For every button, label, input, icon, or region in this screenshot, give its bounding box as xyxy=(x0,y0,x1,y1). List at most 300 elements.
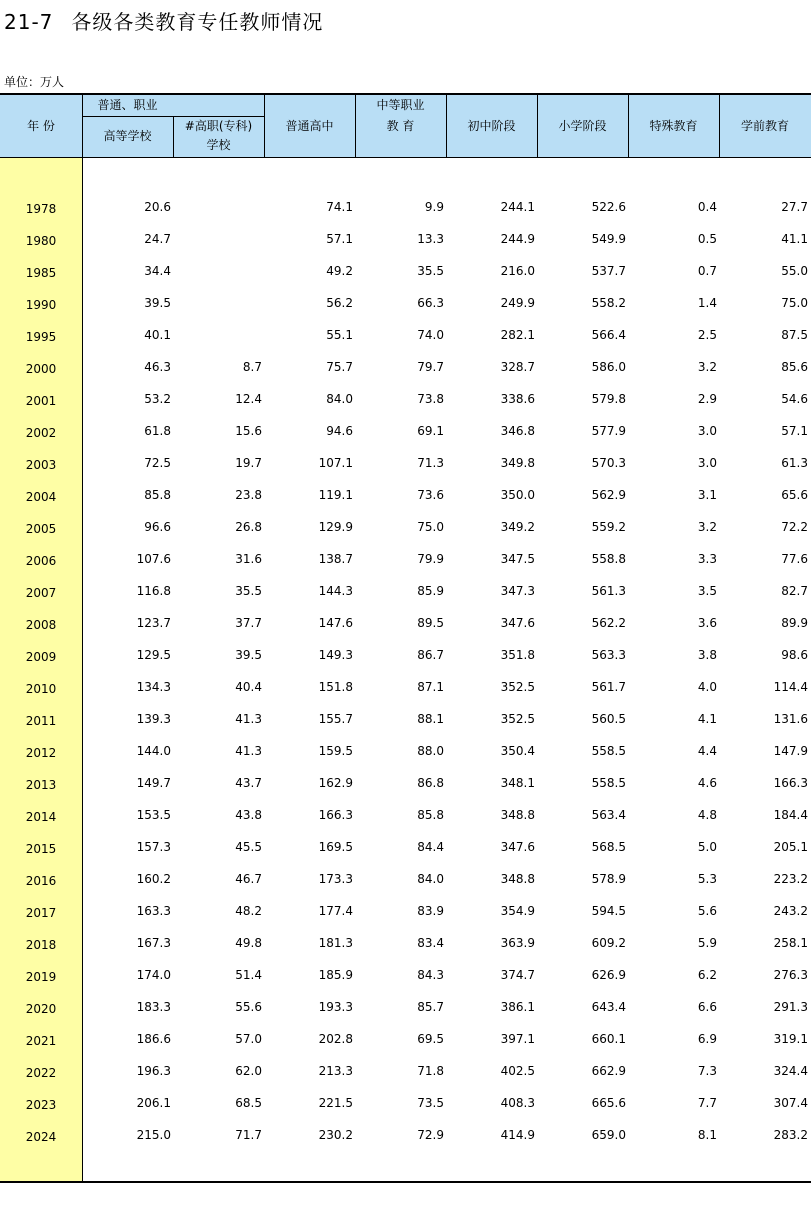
preschool-value: 243.2 xyxy=(773,904,808,918)
secondary-voc-value: 87.1 xyxy=(417,680,444,694)
table-row xyxy=(0,229,811,249)
header-special: 特殊教育 xyxy=(649,119,698,133)
primary-value: 559.2 xyxy=(591,520,626,534)
table-row xyxy=(0,709,811,729)
junior-value: 402.5 xyxy=(500,1064,535,1078)
higher-voc-value: 45.5 xyxy=(235,840,262,854)
junior-value: 348.1 xyxy=(500,776,535,790)
primary-value: 558.8 xyxy=(591,552,626,566)
junior-value: 363.9 xyxy=(500,936,535,950)
header-senior-high: 普通高中 xyxy=(285,119,334,133)
secondary-voc-value: 74.0 xyxy=(417,328,444,342)
secondary-voc-value: 73.8 xyxy=(417,392,444,406)
table-row xyxy=(0,805,811,825)
higher-value: 160.2 xyxy=(136,872,171,886)
table-row xyxy=(0,741,811,761)
preschool-value: 258.1 xyxy=(773,936,808,950)
special-value: 3.1 xyxy=(697,488,717,502)
senior-high-value: 181.3 xyxy=(318,936,353,950)
table-header xyxy=(0,95,811,158)
primary-value: 562.2 xyxy=(591,616,626,630)
secondary-voc-value: 85.8 xyxy=(417,808,444,822)
senior-high-value: 138.7 xyxy=(318,552,353,566)
preschool-value: 54.6 xyxy=(781,392,808,406)
junior-value: 346.8 xyxy=(500,424,535,438)
table-row xyxy=(0,645,811,665)
year-cell: 2013 xyxy=(25,778,57,792)
junior-value: 348.8 xyxy=(500,872,535,886)
senior-high-value: 94.6 xyxy=(326,424,353,438)
secondary-voc-value: 66.3 xyxy=(417,296,444,310)
preschool-value: 205.1 xyxy=(773,840,808,854)
special-value: 5.3 xyxy=(697,872,717,886)
special-value: 0.7 xyxy=(697,264,717,278)
preschool-value: 61.3 xyxy=(781,456,808,470)
special-value: 6.6 xyxy=(697,1000,717,1014)
table-row xyxy=(0,837,811,857)
junior-value: 216.0 xyxy=(500,264,535,278)
secondary-voc-value: 84.3 xyxy=(417,968,444,982)
special-value: 6.9 xyxy=(697,1032,717,1046)
table-row xyxy=(0,933,811,953)
secondary-voc-value: 69.5 xyxy=(417,1032,444,1046)
primary-value: 578.9 xyxy=(591,872,626,886)
table-row xyxy=(0,1125,811,1145)
special-value: 8.1 xyxy=(697,1128,717,1142)
senior-high-value: 147.6 xyxy=(318,616,353,630)
table-row xyxy=(0,997,811,1017)
higher-value: 40.1 xyxy=(144,328,171,342)
year-cell: 2007 xyxy=(25,586,57,600)
preschool-value: 324.4 xyxy=(773,1064,808,1078)
primary-value: 586.0 xyxy=(591,360,626,374)
table-number: 21-7 xyxy=(4,10,54,34)
secondary-voc-value: 86.8 xyxy=(417,776,444,790)
secondary-voc-value: 69.1 xyxy=(417,424,444,438)
table-row xyxy=(0,773,811,793)
senior-high-value: 74.1 xyxy=(326,200,353,214)
higher-value: 116.8 xyxy=(136,584,171,598)
special-value: 0.4 xyxy=(697,200,717,214)
table-row xyxy=(0,197,811,217)
year-cell: 2022 xyxy=(25,1066,57,1080)
primary-value: 560.5 xyxy=(591,712,626,726)
table-row xyxy=(0,1061,811,1081)
primary-value: 626.9 xyxy=(591,968,626,982)
preschool-value: 72.2 xyxy=(781,520,808,534)
preschool-value: 307.4 xyxy=(773,1096,808,1110)
special-value: 2.9 xyxy=(697,392,717,406)
table-row xyxy=(0,1093,811,1113)
year-cell: 1995 xyxy=(25,330,57,344)
year-cell: 2001 xyxy=(25,394,57,408)
senior-high-value: 57.1 xyxy=(326,232,353,246)
year-cell: 1978 xyxy=(25,202,57,216)
secondary-voc-value: 13.3 xyxy=(417,232,444,246)
year-cell: 2021 xyxy=(25,1034,57,1048)
year-cell: 2010 xyxy=(25,682,57,696)
higher-value: 20.6 xyxy=(144,200,171,214)
special-value: 7.3 xyxy=(697,1064,717,1078)
senior-high-value: 149.3 xyxy=(318,648,353,662)
preschool-value: 65.6 xyxy=(781,488,808,502)
special-value: 6.2 xyxy=(697,968,717,982)
year-cell: 2012 xyxy=(25,746,57,760)
higher-voc-value: 68.5 xyxy=(235,1096,262,1110)
junior-value: 350.4 xyxy=(500,744,535,758)
preschool-value: 85.6 xyxy=(781,360,808,374)
preschool-value: 291.3 xyxy=(773,1000,808,1014)
special-value: 4.4 xyxy=(697,744,717,758)
junior-value: 354.9 xyxy=(500,904,535,918)
special-value: 5.9 xyxy=(697,936,717,950)
preschool-value: 276.3 xyxy=(773,968,808,982)
secondary-voc-value: 88.1 xyxy=(417,712,444,726)
primary-value: 562.9 xyxy=(591,488,626,502)
junior-value: 244.1 xyxy=(500,200,535,214)
primary-value: 643.4 xyxy=(591,1000,626,1014)
special-value: 4.1 xyxy=(697,712,717,726)
higher-value: 134.3 xyxy=(136,680,171,694)
higher-voc-value: 46.7 xyxy=(235,872,262,886)
preschool-value: 55.0 xyxy=(781,264,808,278)
year-cell: 2008 xyxy=(25,618,57,632)
secondary-voc-value: 83.4 xyxy=(417,936,444,950)
senior-high-value: 166.3 xyxy=(318,808,353,822)
higher-value: 174.0 xyxy=(136,968,171,982)
secondary-voc-value: 73.6 xyxy=(417,488,444,502)
header-primary: 小学阶段 xyxy=(558,119,607,133)
header-junior: 初中阶段 xyxy=(467,119,516,133)
special-value: 0.5 xyxy=(697,232,717,246)
higher-value: 123.7 xyxy=(136,616,171,630)
junior-value: 282.1 xyxy=(500,328,535,342)
table-bottom-rule xyxy=(0,1181,811,1183)
primary-value: 558.5 xyxy=(591,776,626,790)
table-title: 各级各类教育专任教师情况 xyxy=(71,10,324,34)
senior-high-value: 193.3 xyxy=(318,1000,353,1014)
header-year: 年 份 xyxy=(27,119,55,133)
higher-voc-value: 26.8 xyxy=(235,520,262,534)
higher-voc-value: 8.7 xyxy=(242,360,262,374)
junior-value: 347.3 xyxy=(500,584,535,598)
table-row xyxy=(0,261,811,281)
higher-voc-value: 49.8 xyxy=(235,936,262,950)
senior-high-value: 185.9 xyxy=(318,968,353,982)
year-cell: 1990 xyxy=(25,298,57,312)
table-row xyxy=(0,549,811,569)
senior-high-value: 119.1 xyxy=(318,488,353,502)
junior-value: 352.5 xyxy=(500,680,535,694)
table-row xyxy=(0,1029,811,1049)
preschool-value: 41.1 xyxy=(781,232,808,246)
higher-value: 85.8 xyxy=(144,488,171,502)
primary-value: 662.9 xyxy=(591,1064,626,1078)
primary-value: 665.6 xyxy=(591,1096,626,1110)
preschool-value: 114.4 xyxy=(773,680,808,694)
higher-value: 163.3 xyxy=(136,904,171,918)
primary-value: 609.2 xyxy=(591,936,626,950)
secondary-voc-value: 83.9 xyxy=(417,904,444,918)
year-cell: 1985 xyxy=(25,266,57,280)
higher-value: 144.0 xyxy=(136,744,171,758)
senior-high-value: 202.8 xyxy=(318,1032,353,1046)
preschool-value: 82.7 xyxy=(781,584,808,598)
junior-value: 414.9 xyxy=(500,1128,535,1142)
junior-value: 397.1 xyxy=(500,1032,535,1046)
year-cell: 2003 xyxy=(25,458,57,472)
primary-value: 563.3 xyxy=(591,648,626,662)
secondary-voc-value: 79.7 xyxy=(417,360,444,374)
unit-label: 单位：万人 xyxy=(4,75,65,89)
primary-value: 561.7 xyxy=(591,680,626,694)
special-value: 5.6 xyxy=(697,904,717,918)
higher-value: 24.7 xyxy=(144,232,171,246)
primary-value: 563.4 xyxy=(591,808,626,822)
secondary-voc-value: 85.9 xyxy=(417,584,444,598)
preschool-value: 223.2 xyxy=(773,872,808,886)
higher-voc-value: 31.6 xyxy=(235,552,262,566)
header-preschool: 学前教育 xyxy=(740,119,789,133)
table-row xyxy=(0,357,811,377)
higher-value: 53.2 xyxy=(144,392,171,406)
primary-value: 537.7 xyxy=(591,264,626,278)
senior-high-value: 49.2 xyxy=(326,264,353,278)
year-cell: 2000 xyxy=(25,362,57,376)
secondary-voc-value: 88.0 xyxy=(417,744,444,758)
senior-high-value: 173.3 xyxy=(318,872,353,886)
preschool-value: 166.3 xyxy=(773,776,808,790)
higher-value: 46.3 xyxy=(144,360,171,374)
primary-value: 659.0 xyxy=(591,1128,626,1142)
secondary-voc-value: 75.0 xyxy=(417,520,444,534)
header-higher: 高等学校 xyxy=(103,129,152,143)
junior-value: 408.3 xyxy=(500,1096,535,1110)
higher-value: 96.6 xyxy=(144,520,171,534)
special-value: 3.2 xyxy=(697,360,717,374)
special-value: 4.6 xyxy=(697,776,717,790)
special-value: 3.5 xyxy=(697,584,717,598)
table-row xyxy=(0,453,811,473)
higher-voc-value: 71.7 xyxy=(235,1128,262,1142)
senior-high-value: 144.3 xyxy=(318,584,353,598)
special-value: 7.7 xyxy=(697,1096,717,1110)
special-value: 1.4 xyxy=(697,296,717,310)
senior-high-value: 129.9 xyxy=(318,520,353,534)
junior-value: 347.5 xyxy=(500,552,535,566)
higher-value: 206.1 xyxy=(136,1096,171,1110)
primary-value: 577.9 xyxy=(591,424,626,438)
higher-value: 61.8 xyxy=(144,424,171,438)
primary-value: 568.5 xyxy=(591,840,626,854)
senior-high-value: 230.2 xyxy=(318,1128,353,1142)
special-value: 3.2 xyxy=(697,520,717,534)
higher-value: 107.6 xyxy=(136,552,171,566)
higher-voc-value: 40.4 xyxy=(235,680,262,694)
senior-high-value: 75.7 xyxy=(326,360,353,374)
special-value: 3.3 xyxy=(697,552,717,566)
higher-voc-value: 48.2 xyxy=(235,904,262,918)
header-higher-voc: #高职(专科) xyxy=(184,119,253,133)
junior-value: 349.8 xyxy=(500,456,535,470)
special-value: 4.8 xyxy=(697,808,717,822)
junior-value: 249.9 xyxy=(500,296,535,310)
year-cell: 2006 xyxy=(25,554,57,568)
table-row xyxy=(0,613,811,633)
higher-value: 129.5 xyxy=(136,648,171,662)
table-row xyxy=(0,485,811,505)
year-cell: 2020 xyxy=(25,1002,57,1016)
secondary-voc-value: 86.7 xyxy=(417,648,444,662)
year-cell: 2005 xyxy=(25,522,57,536)
secondary-voc-value: 89.5 xyxy=(417,616,444,630)
senior-high-value: 159.5 xyxy=(318,744,353,758)
preschool-value: 87.5 xyxy=(781,328,808,342)
secondary-voc-value: 73.5 xyxy=(417,1096,444,1110)
page-title xyxy=(4,6,323,35)
header-secondary-voc-2: 教 育 xyxy=(386,119,415,133)
senior-high-value: 56.2 xyxy=(326,296,353,310)
junior-value: 374.7 xyxy=(500,968,535,982)
preschool-value: 89.9 xyxy=(781,616,808,630)
higher-value: 39.5 xyxy=(144,296,171,310)
junior-value: 244.9 xyxy=(500,232,535,246)
primary-value: 566.4 xyxy=(591,328,626,342)
higher-voc-value: 43.8 xyxy=(235,808,262,822)
preschool-value: 75.0 xyxy=(781,296,808,310)
preschool-value: 283.2 xyxy=(773,1128,808,1142)
special-value: 3.8 xyxy=(697,648,717,662)
senior-high-value: 84.0 xyxy=(326,392,353,406)
header-higher-group: 普通、职业 xyxy=(97,98,158,112)
table-row xyxy=(0,677,811,697)
junior-value: 348.8 xyxy=(500,808,535,822)
special-value: 4.0 xyxy=(697,680,717,694)
higher-voc-value: 37.7 xyxy=(235,616,262,630)
secondary-voc-value: 84.4 xyxy=(417,840,444,854)
higher-voc-value: 35.5 xyxy=(235,584,262,598)
primary-value: 558.5 xyxy=(591,744,626,758)
higher-voc-value: 12.4 xyxy=(235,392,262,406)
year-cell: 2004 xyxy=(25,490,57,504)
primary-value: 549.9 xyxy=(591,232,626,246)
higher-value: 153.5 xyxy=(136,808,171,822)
primary-value: 579.8 xyxy=(591,392,626,406)
higher-voc-value: 19.7 xyxy=(235,456,262,470)
higher-value: 196.3 xyxy=(136,1064,171,1078)
year-cell: 2023 xyxy=(25,1098,57,1112)
primary-value: 660.1 xyxy=(591,1032,626,1046)
table-row xyxy=(0,421,811,441)
junior-value: 350.0 xyxy=(500,488,535,502)
preschool-value: 77.6 xyxy=(781,552,808,566)
higher-value: 215.0 xyxy=(136,1128,171,1142)
secondary-voc-value: 9.9 xyxy=(424,200,444,214)
senior-high-value: 55.1 xyxy=(326,328,353,342)
senior-high-value: 155.7 xyxy=(318,712,353,726)
secondary-voc-value: 85.7 xyxy=(417,1000,444,1014)
secondary-voc-value: 71.8 xyxy=(417,1064,444,1078)
special-value: 2.5 xyxy=(697,328,717,342)
year-cell: 2014 xyxy=(25,810,57,824)
senior-high-value: 162.9 xyxy=(318,776,353,790)
higher-voc-value: 23.8 xyxy=(235,488,262,502)
table-row xyxy=(0,869,811,889)
special-value: 3.6 xyxy=(697,616,717,630)
preschool-value: 184.4 xyxy=(773,808,808,822)
header-secondary-voc: 中等职业 xyxy=(376,98,425,112)
special-value: 5.0 xyxy=(697,840,717,854)
secondary-voc-value: 79.9 xyxy=(417,552,444,566)
senior-high-value: 221.5 xyxy=(318,1096,353,1110)
junior-value: 347.6 xyxy=(500,840,535,854)
junior-value: 386.1 xyxy=(500,1000,535,1014)
primary-value: 522.6 xyxy=(591,200,626,214)
table-row xyxy=(0,581,811,601)
higher-voc-value: 41.3 xyxy=(235,744,262,758)
higher-value: 183.3 xyxy=(136,1000,171,1014)
primary-value: 561.3 xyxy=(591,584,626,598)
secondary-voc-value: 71.3 xyxy=(417,456,444,470)
higher-voc-value: 39.5 xyxy=(235,648,262,662)
higher-value: 72.5 xyxy=(144,456,171,470)
higher-value: 139.3 xyxy=(136,712,171,726)
junior-value: 352.5 xyxy=(500,712,535,726)
junior-value: 347.6 xyxy=(500,616,535,630)
header-bottom-rule xyxy=(0,157,811,158)
higher-voc-value: 55.6 xyxy=(235,1000,262,1014)
secondary-voc-value: 72.9 xyxy=(417,1128,444,1142)
primary-value: 558.2 xyxy=(591,296,626,310)
header-higher-voc-2: 学校 xyxy=(206,138,231,152)
table-row xyxy=(0,965,811,985)
year-cell: 2024 xyxy=(25,1130,57,1144)
higher-voc-value: 43.7 xyxy=(235,776,262,790)
table-row xyxy=(0,389,811,409)
junior-value: 349.2 xyxy=(500,520,535,534)
special-value: 3.0 xyxy=(697,424,717,438)
higher-voc-value: 51.4 xyxy=(235,968,262,982)
year-cell: 2016 xyxy=(25,874,57,888)
junior-value: 351.8 xyxy=(500,648,535,662)
year-cell: 2015 xyxy=(25,842,57,856)
special-value: 3.0 xyxy=(697,456,717,470)
preschool-value: 131.6 xyxy=(773,712,808,726)
preschool-value: 147.9 xyxy=(773,744,808,758)
higher-voc-value: 41.3 xyxy=(235,712,262,726)
senior-high-value: 107.1 xyxy=(318,456,353,470)
higher-value: 157.3 xyxy=(136,840,171,854)
junior-value: 328.7 xyxy=(500,360,535,374)
table-row xyxy=(0,293,811,313)
secondary-voc-value: 35.5 xyxy=(417,264,444,278)
table-row xyxy=(0,517,811,537)
table-row xyxy=(0,325,811,345)
senior-high-value: 177.4 xyxy=(318,904,353,918)
preschool-value: 27.7 xyxy=(781,200,808,214)
preschool-value: 319.1 xyxy=(773,1032,808,1046)
preschool-value: 57.1 xyxy=(781,424,808,438)
year-cell: 1980 xyxy=(25,234,57,248)
higher-value: 167.3 xyxy=(136,936,171,950)
senior-high-value: 169.5 xyxy=(318,840,353,854)
higher-value: 34.4 xyxy=(144,264,171,278)
secondary-voc-value: 84.0 xyxy=(417,872,444,886)
year-cell: 2002 xyxy=(25,426,57,440)
senior-high-value: 151.8 xyxy=(318,680,353,694)
year-cell: 2018 xyxy=(25,938,57,952)
higher-voc-value: 57.0 xyxy=(235,1032,262,1046)
